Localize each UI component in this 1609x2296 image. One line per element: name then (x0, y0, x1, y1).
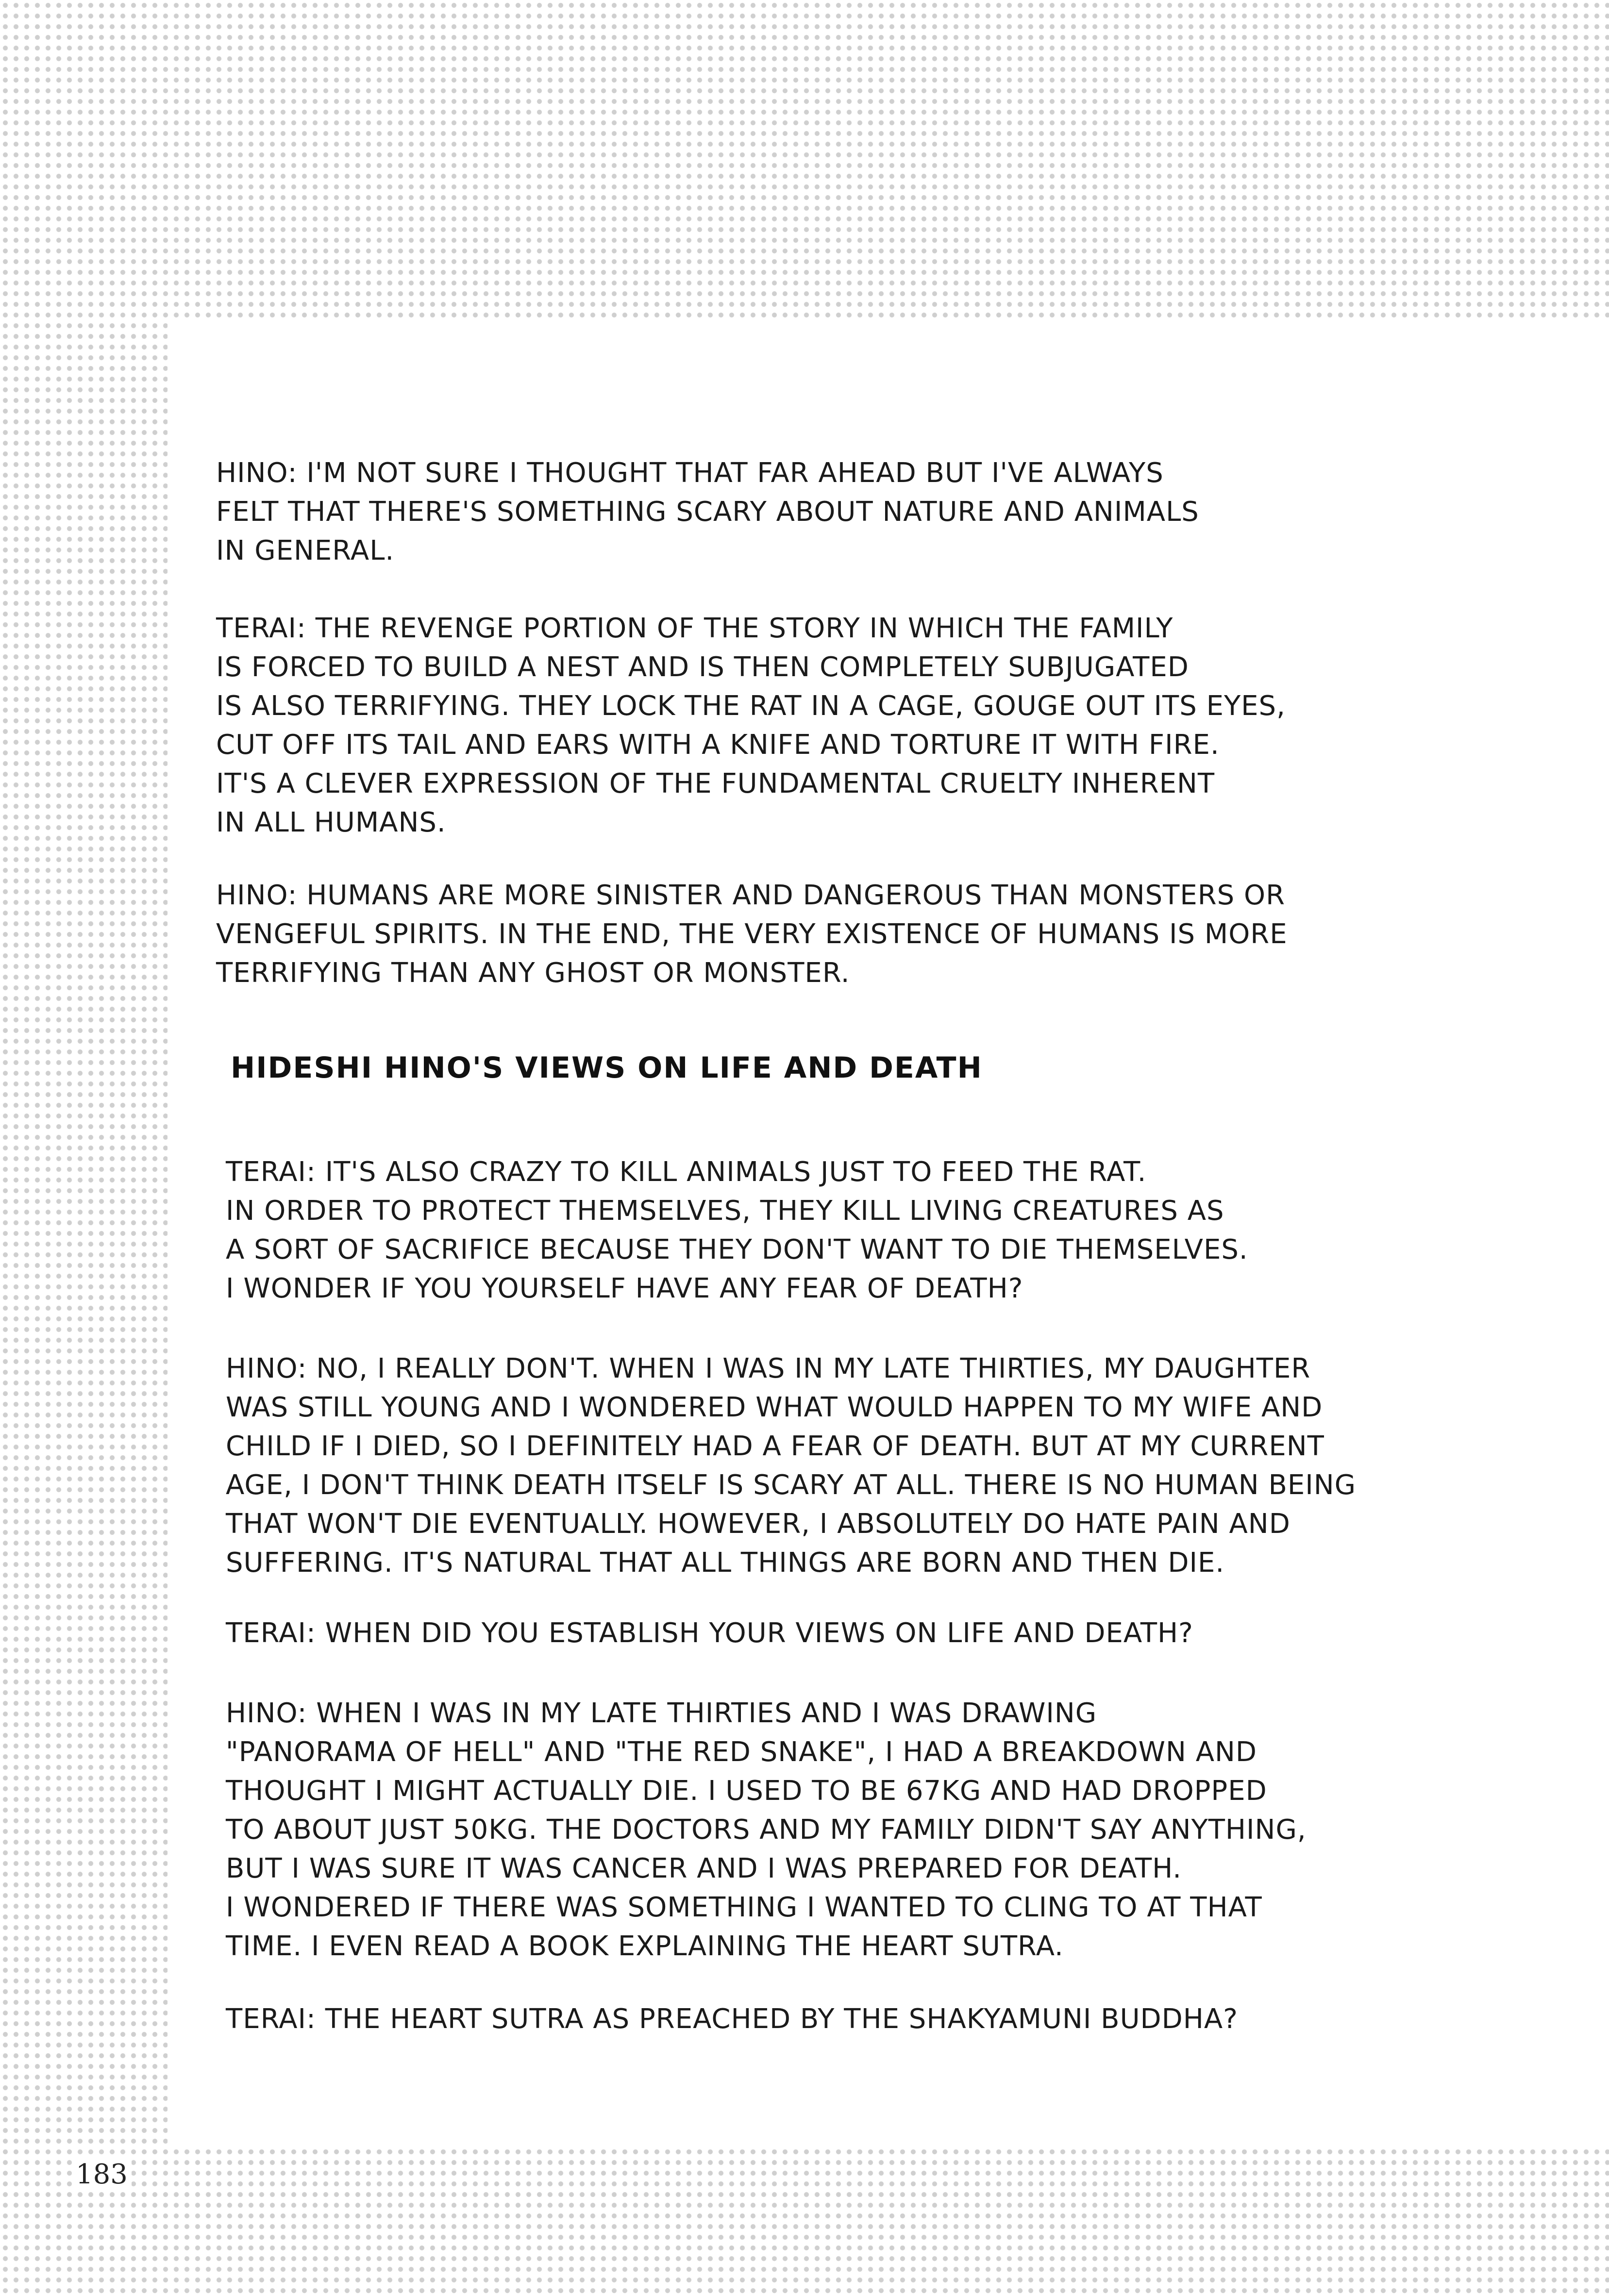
paragraph-terai-views-question: TERAI: WHEN DID YOU ESTABLISH YOUR VIEWS ON LIFE AND DEATH? (226, 1617, 1193, 1649)
paragraph-hino-humans: HINO: HUMANS ARE MORE SINISTER AND DANGEROUS THAN MONSTERS OR VENGEFUL SPIRITS. IN THE END, THE VERY EXISTENCE OF HUMANS IS MORE TERRIFYING THAN ANY GHOST OR MONSTER. (216, 880, 1288, 989)
paragraph-terai-revenge: TERAI: THE REVENGE PORTION OF THE STORY IN WHICH THE FAMILY IS FORCED TO BUILD A NEST AND IS THEN COMPLETELY SUBJUGATED IS ALSO TERRIFYING. THEY LOCK THE RAT IN A CAGE, GOUGE OUT ITS EYES, CUT OFF ITS TAIL AND EARS WITH A KNIFE AND TORTURE IT WITH FIRE. IT'S A CLEVER EXPRESSION OF THE FUNDAMENTAL CRUELTY INHERENT IN ALL HUMANS. (216, 613, 1286, 838)
paragraph-hino-fear-of-death: HINO: NO, I REALLY DON'T. WHEN I WAS IN MY LATE THIRTIES, MY DAUGHTER WAS STILL YOUNG AND I WONDERED WHAT WOULD HAPPEN TO MY WIFE AND CHILD IF I DIED, SO I DEFINITELY HAD A FEAR OF DEATH. BUT AT MY CURRENT AGE, I DON'T THINK DEATH ITSELF IS SCARY AT ALL. THERE IS NO HUMAN BEING THAT WON'T DIE EVENTUALLY. HOWEVER, I ABSOLUTELY DO HATE PAIN AND SUFFERING. IT'S NATURAL THAT ALL THINGS ARE BORN AND THEN DIE. (226, 1353, 1357, 1579)
section-heading: HIDESHI HINO'S VIEWS ON LIFE AND DEATH (231, 1051, 983, 1085)
page-number: 183 (72, 2158, 132, 2192)
paragraph-hino-nature: HINO: I'M NOT SURE I THOUGHT THAT FAR AHEAD BUT I'VE ALWAYS FELT THAT THERE'S SOMETHING SCARY ABOUT NATURE AND ANIMALS IN GENERAL. (216, 457, 1199, 566)
paragraph-hino-breakdown: HINO: WHEN I WAS IN MY LATE THIRTIES AND I WAS DRAWING "PANORAMA OF HELL" AND "THE RED SNAKE", I HAD A BREAKDOWN AND THOUGHT I MIGHT ACTUALLY DIE. I USED TO BE 67KG AND HAD DROPPED TO ABOUT JUST 50KG. THE DOCTORS AND MY FAMILY DIDN'T SAY ANYTHING, BUT I WAS SURE IT WAS CANCER AND I WAS PREPARED FOR DEATH. I WONDERED IF THERE WAS SOMETHING I WANTED TO CLING TO AT THAT TIME. I EVEN READ A BOOK EXPLAINING THE HEART SUTRA. (226, 1697, 1307, 1962)
paragraph-terai-animals: TERAI: IT'S ALSO CRAZY TO KILL ANIMALS JUST TO FEED THE RAT. IN ORDER TO PROTECT THEMSELVES, THEY KILL LIVING CREATURES AS A SORT OF SACRIFICE BECAUSE THEY DON'T WANT TO DIE THEMSELVES. I WONDER IF YOU YOURSELF HAVE ANY FEAR OF DEATH? (226, 1156, 1248, 1304)
paragraph-terai-heart-sutra: TERAI: THE HEART SUTRA AS PREACHED BY THE SHAKYAMUNI BUDDHA? (226, 2003, 1238, 2035)
